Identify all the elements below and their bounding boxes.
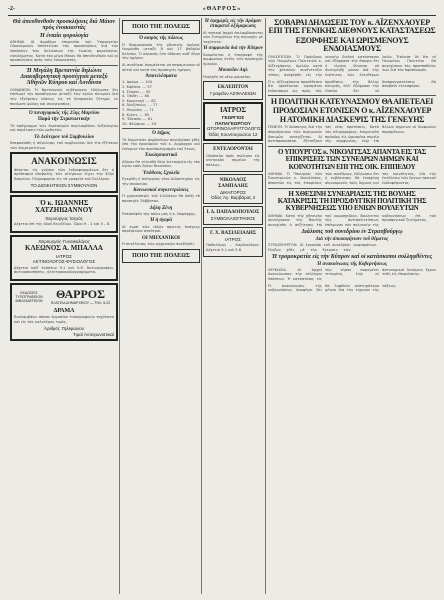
doctor-ad-1 [10, 195, 118, 233]
article-headline: Ὁ καιρὸς τῆς πόλεως [138, 36, 184, 42]
printing-foot: Ἀριθμός Τηλεφώνου [43, 326, 85, 332]
list-item: 5. Κομοτηνή .... 82 [122, 98, 156, 103]
column-2 [122, 18, 200, 594]
ad-subtitle: ΙΑΤΡΟΣ [225, 236, 241, 242]
divider [268, 146, 436, 147]
article-body: Ἡ συνέλευσις τῶν μηχανικῶν ἀνεβλήθη. [122, 242, 195, 247]
printing-ad-header [14, 287, 114, 307]
doctor-text: Δέχεται ἐπὶ τῆς ὁδοῦ Βενιζέλου. Ὧραι 9 – 1 καὶ 5 – 8. [14, 222, 111, 227]
article-body: ΛΟΝΔΙΝΟΝ. Ἡ Βρεταννικὴ κυβέρνησις ἐδήλωσεν ὅτι ἐπιθυμεῖ τὴν προσέγγισιν μεταξὺ τῶν τριῶν πλευρῶν διὰ τὴν ἐξεύρεσιν λύσεως εἰς τὸ Κυπριακὸν ζήτημα, ἐν πνεύματι φιλίας καὶ συνεργασίας. [10, 87, 118, 106]
column-3 [203, 18, 263, 594]
ad-box-5 [203, 227, 263, 258]
article-headline: Δήλη Ξένη [149, 205, 173, 211]
doctor-role: ΩΤΟΡΙΝΟΛΑΡΥΓΓΟΛΟΓΟΣ [207, 126, 263, 132]
subheadline: Η ΑΤΟΜΙΚΗ ΔΙΑΣΚΕΨΙΣ ΤΗΣ ΓΕΝΕΥΗΣ [279, 115, 425, 125]
printing-address: ΠΛΑΤΕΙΑ ΔΗΜΑΡΧΕΙΟΥ — ΤΗΛ. 5-22 [50, 301, 111, 306]
header-rule [8, 15, 436, 16]
headline: Ο ΥΠΟΥΡΓΟΣ κ. ΝΙΚΟΛΙΤΣΑΣ ΑΠΑΝΤΑ ΕΙΣ ΤΑΣ ΕΠΙΚΡΙΣΕΙΣ ΤΩΝ ΣΥΝΕΔΡΩΝ ΔΗΜΩΝ ΚΑΙ ΚΟΙΝΟΤΗΤΩΝ ΕΠΙ ΤΗΣ ΟΙΚ. ΕΠΙΠΕΔΟΥ [277, 147, 426, 171]
doctor-title: ΙΑΤΡΟΣ [219, 105, 247, 114]
article-body: ΛΕΥΚΩΣΙΑ. Αἱ ἀρχαὶ ἀνεκοίνωσαν τὴν σύλληψιν ὑπόπτων. Ἡ κατάστασις εἰς τὴν νῆσον παραμένει τεταμένη, ἐνῷ αἱ ἀστυνομικαὶ δυνάμεις ἔχουν τεθῆ εἰς ἐπιφυλακήν. [268, 267, 436, 281]
announcement-signature: ΤΟ ΔΙΟΙΚΗΤΙΚΟΝ ΣΥΜΒΟΥΛΙΟΝ [30, 183, 98, 189]
printing-ad-left: ΕΚΔΟΣΕΙΣ ΤΥΠΟΓΡΑΦΕΙΟΝ ΒΙΒΛΙΟΔΕΤΕΙΟΝ [15, 290, 43, 303]
list-item: 6. Ἀλεξ/πολις .... 77 [122, 103, 158, 108]
article-body: Ἐπεσκέφθη τὴν πόλιν μας ὁ κ. Νομάρχης. [122, 211, 197, 216]
announcement-title: ΑΝΑΚΟΙΝΩΣΙΣ [31, 156, 97, 167]
article-body: Ἐγκρίθη ἡ ἀνέγερσις νέου διδακτηρίου εἰς τὴν συνοικίαν. [122, 177, 200, 186]
section-title-box [122, 20, 200, 34]
doctor-ad-3 [203, 102, 263, 141]
article-headline: Ἡ συμφωνία διὰ τὴν Κύπρον [203, 46, 263, 52]
article-body: ΣΤΡΑΣΒΟΥΡΓΟΝ. Αἱ ἐργασίαι τοῦ συνεδρίου ἔληξαν χθὲς μὲ τὴν ἔγκρισιν τῶν ψηφισμάτων. [268, 243, 377, 252]
article-body: Ἀπεφασίσθη ἡ σύγκλησις τοῦ συμβουλίου διὰ τὴν ἐξέτασιν τῶν ἐκκρεμοτήτων. [10, 141, 118, 150]
announcement-text: Φέρεται εἰς γνῶσιν τῶν ἐνδιαφερομένων ὅτι ἡ προθεσμία ὑποβολῆς τῶν αἰτήσεων λήγει τὴν 30ὴν Ἀπριλίου. Πληροφορίαι εἰς τὰ γραφεῖα τοῦ Συλλόγου. [14, 167, 114, 181]
article-body: Ὁ κ. Αϊζενχάουερ προσέθεσεν ὅτι ὑφίστανται ὡρισμένοι ἐνδοιασμοὶ ὡς πρὸς τὰς προθέσεις τῆς ἄλλης πλευρᾶς, ἀλλ' ἐξέφρασε τὴν ἐλπίδα ὅτι αἱ διαπραγματεύσεις θὰ ἀποβοῦν τελεσφόροι. [268, 79, 436, 93]
article-headline: Ὑπόθεσις Σχολεῖα [142, 170, 180, 176]
headline: Ἡ τρομοκρατία εἰς τὴν Κύπρον καί οἱ κατάσκοποι συλληφθέντες [271, 254, 433, 261]
section-footer-title: ΠΟΙΟ ΤΗΕ ΠΟΛΕΩΣ [132, 252, 190, 259]
list-item: 1. Δράμα .... 104 [122, 80, 153, 85]
article-body: Ἠνοίχθη τὸ νέον μουσεῖον. [203, 74, 252, 79]
masthead: «ΘΑΡΡΟΣ» [202, 6, 242, 12]
article-body: Αὔριον θὰ τελεσθῇ θεία λειτουργία εἰς τὸν ἱερὸν ναὸν Ἁγίου Νικολάου. [122, 159, 200, 169]
article-body: Ἡ χοροεσπερὶς τοῦ Συλλόγου θὰ δοθῇ τὸ προσεχὲς Σάββατον. [122, 194, 200, 204]
ad-subtitle: ΔΙΚΗΓΟΡΟΣ [220, 189, 246, 195]
results-list [122, 80, 200, 126]
section-title: ΠΟΙΟ ΤΗΕ ΠΟΛΕΩΣ [132, 24, 190, 30]
ad-title: ΕΝΤΕΛΟΡΟΝΤΑΙ [213, 147, 253, 153]
column-1 [10, 18, 118, 594]
printing-city: ΔΡΑΜΑ [53, 307, 75, 314]
list-item: 3. Σέρραι .... 95 [122, 89, 151, 94]
article-body: ΓΕΝΕΥΗ. Ἡ διάσκεψις διὰ τὴν ἀπαγόρευσιν τῶν πυρηνικῶν δοκιμῶν συνεχίζεται. Αἱ ἀντιπροσωπεῖαι ἐξετάζουν τὰς νέας προτάσεις. Κατὰ τὰς πληροφορίας, ἐσημειώθη πρόοδος εἰς ὡρισμένα σημεῖα τῆς συμφωνίας, ἐνῷ ἐπὶ ἄλλων σημείων αἱ διαφωνίαι παραμένουν. [268, 125, 436, 144]
doctor-specialty: Χειρούργος Ἰατρός [45, 215, 83, 221]
article-headline: Τὸ Δεύτερον τοῦ Συμβουλίου [34, 134, 94, 140]
article-body: Τὸ πρόγραμμα τῶν ἑορτασμῶν περιλαμβάνει δοξολογίαν καὶ παρέλασιν τῶν μαθητῶν. [10, 123, 118, 133]
article-headline: Ὁ πανηγυρικός τῆς 25ης Μαρτίου [28, 111, 100, 117]
list-item: 4. Ξάνθη .... 88 [122, 94, 150, 99]
doctor-address: Ὁδὸς Κουντουριώτου 12 [208, 131, 258, 137]
doctor-role: ΑΚΤΙΝΟΛΟΓΟΣ-ΦΥΣΙΟΛΟΓΟΣ [32, 259, 96, 265]
doctor-pre: Χειρουργός-Γυναικολόγος [38, 238, 90, 244]
ad-title: ΝΙΚΟΛΑΟΣ ΣΑΜΠΑΛΗΣ [218, 178, 248, 189]
headline: Διάλυσις τοῦ συνεδρίου ἐν Στρασβούργῳ [301, 229, 403, 236]
main-headline: ΣΟΒΑΡΑΙ ΔΗΛΩΣΕΙΣ ΤΟΥ κ. ΑΪΖΕΝΧΑΟΥΕΡ ΕΠΙ ΤΗΣ ΓΕΝΙΚΗΣ ΔΙΕΘΝΟΥΣ ΚΑΤΑΣΤΑΣΕΩΣ [268, 18, 436, 36]
headline: Η ΠΟΛΙΤΙΚΗ ΚΑΤΕΥΝΑΣΜΟΥ ΘΑ ΑΠΕΤΕΛΕΙ ΠΡΟΔΟΣΙΑΝ ΕΤΟΝΙΣΕΝ Ο κ. ΑΪΖΕΝΧΑΟΥΕΡ [270, 97, 434, 115]
divider [268, 95, 436, 96]
article-headline: Ἡ ἐφημερίς εἰς τήν Δράμαν ἐπικρατεῖ ὀξύμαρωσις [204, 19, 262, 30]
ad-box-2 [203, 143, 263, 172]
article-body: ΑΘΗΝΑΙ. Ὁ Ὑπουργὸς τῶν Ἐσωτερικῶν κ. Νικολίτσας, ἀπαντῶν εἰς τὰς ἐπικρίσεις τῶν συνέδρων, ἐδήλωσεν ὅτι ἡ κυβέρνησις θὰ ἐνισχύσῃ οἰκονομικῶς τοὺς δήμους καὶ τὰς κοινότητας, διὰ τὴν ἐκτέλεσιν τῶν ἔργων τοπικοῦ ἐνδιαφέροντος. [268, 171, 436, 186]
article-headline: Ἡ ἡ ἀγορά [149, 218, 173, 224]
doctor-name: ΚΛΕΩΝΟΣ Α. ΜΠΑΛΛΑ [25, 244, 103, 253]
article-body: ΑΘΗΝΑΙ. Αἱ ἀρμόδιαι ὑπηρεσίαι τοῦ Ὑπουργείου Οἰκονομικῶν ἀπέστειλαν τὰς προσκλήσεις διὰ τὴν ὑποβολὴν τῶν δηλώσεων τῆς ἐνιαίας φορολογίας εἰσοδήματος. Κατὰ τὸν μῆνα Μάιον θὰ ἀπευθυνθοῦν καὶ αἱ προσκλήσεις πρὸς τοὺς ἐνοικιαστάς. [10, 39, 118, 63]
doctor-name: ΓΕΩΡΓΙΟΣ ΠΑΠΑΓΕΩΡΓΙΟΥ [215, 115, 251, 126]
headline: Η ΧΘΕΣΙΝΗ ΣΥΝΕΔΡΙΑΣΙΣ ΤΗΣ ΒΟΥΛΗΣ ΚΑΤΑΚΡΙΣΙΣ ΤΗ ΠΡΟΣΦΥΓΙΚΗ ΠΟΛΙΤΙΚΗ ΤΗΣ ΚΥΒΕΡΝΗΣΕΩΣ ΥΠΟ ΕΝΙΩΝ ΒΟΥΛΕΥΤΩΝ [277, 189, 427, 213]
list-item: 9. Ἔδεσσα .... 61 [122, 117, 153, 122]
article-body: Ἡ θερμοκρασία τῆς χθεσινῆς ἡμέρας ἐκυμάνθη μεταξὺ 8 καὶ 17 βαθμῶν Κελσίου. Ὁ οὐρανὸς ἦτο αἴθριος καθ' ὅλην τὴν ἡμέραν. [122, 42, 200, 61]
column-divider [119, 18, 120, 594]
ad-title: Γ. Χ. ΒΑΣΙΛΕΙΑΔΗΣ [209, 230, 257, 236]
ad-box-3 [203, 174, 263, 204]
article-body: ΑΘΗΝΑΙ. Κατὰ τὴν χθεσινὴν συνεδρίασιν τῆς Βουλῆς συνεχίσθη ἡ συζήτησις ἐπὶ τοῦ νομοσχεδίου. Βουλευταὶ τῆς ἀντιπολιτεύσεως ἐπέκριναν τὴν πολιτικὴν τῆς κυβερνήσεως ἐπὶ τοῦ προσφυγικοῦ ζητήματος. [268, 213, 436, 227]
article-body: Αἱ συνθῆκαι ἀναμένεται νὰ παραμείνουν αἱ αὐταί καὶ κατὰ τὰς προσεχεῖς ἡμέρας. [122, 62, 200, 72]
list-item: 8. Κιλκίς .... 65 [122, 112, 150, 117]
article-headline: ΟΙ ΜΗΧΑΝΙΚΟΙ [142, 235, 180, 241]
printing-text: Ἀναλαμβάνει πᾶσαν ἐργασίαν τυπογραφικήν ταχύτατα καὶ εἰς τὰς καλυτέρας τιμάς. [14, 315, 114, 324]
article-body: Τὸ δημοτικὸν συμβούλιον συνεδρίασε χθὲς ὑπὸ τὴν προεδρίαν τοῦ κ. Δημάρχου καὶ ἐνέκρινε τὸν προϋπολογισμὸν τοῦ ἔτους. [122, 137, 200, 151]
printing-name: ΘΑΡΡΟΣ [56, 286, 105, 301]
column-4 [268, 18, 436, 594]
list-item: 10. Φλώρινα .... 54 [122, 121, 157, 126]
article-subheadline: Ἡ ἐνιαία φορολογία [39, 32, 89, 39]
article-body: Αἱ τοπικαὶ ἀρχαὶ ἐπιλαμβάνονται τῶν ζητημάτων τῆς περιοχῆς μὲ ταχύτητα. [203, 30, 263, 44]
subheadline: Ἡ ἀνακοίνωσις τῆς Κυβερνήσεως [316, 261, 388, 267]
printing-ad [10, 283, 118, 342]
doctor-name: Ὁ κ. ΙΩΑΝΝΗΣ ΧΑΤΖΗΙΩΑΝΝΟΥ [34, 198, 94, 215]
divider [10, 108, 118, 109]
column-divider [265, 18, 266, 594]
doctor-ad-2 [10, 235, 118, 281]
ad-box-1 [203, 81, 263, 100]
ad-text: Οἰκόπεδα πρὸς πώλησιν εἰς κεντρικὸν σημεῖον τῆς πόλεως. [206, 153, 260, 167]
article-headline: Μουσεῖον Δηλ [218, 68, 248, 74]
article-body: ΟΥΑΣΙΓΚΤΩΝ. Ὁ Πρόεδρος τῶν Ἡνωμένων Πολιτειῶν κ. Αϊζενχάουερ, ὁμιλῶν κατὰ τὴν χθεσινὴν συνέντευξιν τύπου, ἀνεφέρθη εἰς τὴν γενικὴν διεθνῆ κατάστασιν καὶ ἐξέφρασε τὴν ἄποψιν ὅτι ἡ εἰρήνη δύναται νὰ διατηρηθῇ μόνον διὰ τῆς ἑνότητος τῶν ἐλευθέρων λαῶν. Ἐτόνισε δὲ ὅτι αἱ Ἡνωμέναι Πολιτεῖαι θὰ συνεχίσουν τὰς προσπαθείας των διὰ τὸν ἀφοπλισμόν. [268, 54, 436, 77]
doctor-title: ΙΑΤΡΟΣ [56, 253, 72, 259]
main-subheadline: ΕΞΟΡΦΗΣΕ ΚΑΙ ΩΡΙΣΜΕΝΟΥΣ ΕΝΔΟΙΑΣΜΟΥΣ [295, 35, 409, 54]
article-headline: Ἐκκλησιαστικά [144, 153, 178, 159]
article-headline: Θά ἀπευθυνθοῦν προσκλήσεις διά Μάιον πρὸς ἐνοικιαστάς [12, 19, 116, 32]
ad-subtitle: ΣΥΜΒΟΛΑΙΟΓΡΑΦΟΣ [210, 216, 256, 222]
divider [122, 128, 200, 129]
announcement-box [10, 152, 118, 193]
article-body: Αἱ τιμαὶ τῶν εἰδῶν πρώτης ἀνάγκης παρέμειναν σταθεραί. [122, 224, 200, 234]
list-item: 7. Θεσ/νίκη .... 71 [122, 107, 154, 112]
printing-ad-brand [47, 287, 114, 307]
ad-text: Παθολόγος – Καρδιολόγος. Δέχεται 9-1 καὶ 5-8. [206, 243, 260, 252]
list-item: 2. Καβάλα .... 97 [122, 84, 152, 89]
article-subheadline: Παρά τὴν Στρατιωτικὴν [37, 117, 91, 123]
article-headline: Ἡ Μεγάλη Βρεταννία δηλώνει Διακυβερνητικὴ προσέγγισι μεταξύ Ἀθηνῶν Κύπρου καί Λονδίνου [20, 67, 108, 87]
doctor-text: Δέχεται καθ' ἑκάστην 9-1 καὶ 5-8. Ἀκτινογραφίαι, ἀκτινοσκοπήσεις, ἠλεκτροκαρδιογραφήματα. [14, 265, 114, 275]
printing-foot2: Τιμαί Ἀνταγωνιστικαί [73, 331, 114, 337]
divider [10, 65, 118, 66]
section-footer-box [122, 249, 200, 263]
divider [268, 188, 436, 189]
ad-title: ΕΚΛΕΙΠΤΟΝ [217, 85, 249, 91]
ad-text: Ὁδὸς Ἀγ. Βαρβάρας 4 [210, 195, 256, 201]
article-headline: Ὁ Δῆμος [151, 131, 171, 137]
page-number: -2- [8, 6, 15, 12]
ad-box-4 [203, 206, 263, 225]
article-body: Ἡ ἀνακοίνωσις τῆς κυβερνήσεως ἀναφέρει ὅτι θὰ ληφθοῦν αὐστηρότερα μέτρα διὰ τὴν τήρησιν τῆς τάξεως. [268, 283, 397, 293]
ad-title: Ι. Δ. ΠΑΠΑΔΟΠΟΥΛΟΣ [206, 209, 260, 215]
list-title: Ἀποτελέσματα [145, 74, 177, 80]
ad-text: Γραφεῖον ΑΣΦΑΛΕΙΩΝ [210, 91, 256, 97]
article-headline: Κοινωνικαί συγκεντρώσεις [133, 188, 189, 194]
article-body: Ἀναμένεται ἡ ὑπογραφὴ τῆς συμφωνίας ἐντὸς τῶν προσεχῶν ἡμερῶν. [203, 52, 263, 66]
subheadline: Διὰ τὴν ἀποσαφήνισιν τοῦ θέματος [315, 236, 389, 242]
column-divider [201, 18, 202, 594]
